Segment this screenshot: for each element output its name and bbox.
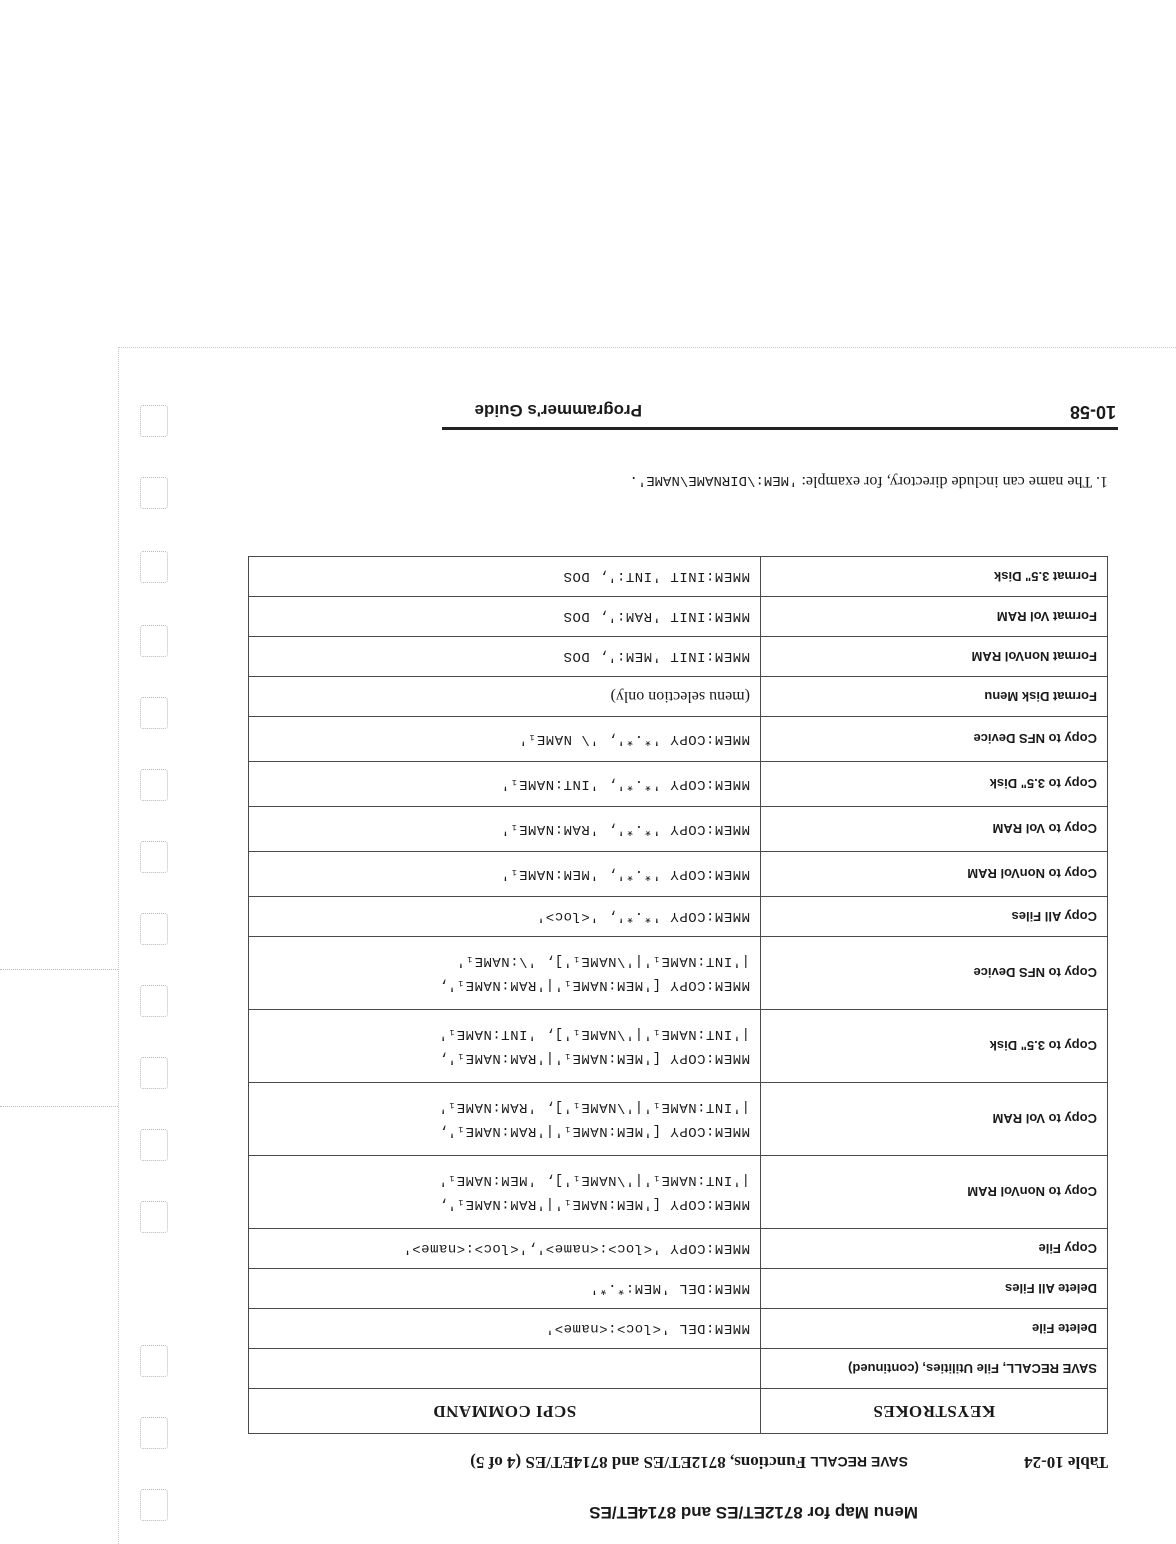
footnote — [629, 472, 1108, 490]
binder-hole — [140, 551, 168, 583]
command-cell: MMEM:COPY '<loc>:<name>','<loc>:<name>' — [249, 1229, 761, 1269]
binder-hole — [140, 625, 168, 657]
footer-rule — [442, 427, 1118, 430]
binder-hole — [140, 1201, 168, 1233]
command-line: MMEM:COPY ['MEM:NAME₁'|'RAM:NAME₁', — [438, 1196, 750, 1212]
table-row — [249, 1309, 1108, 1349]
keystroke-cell: Format Disk Menu — [761, 677, 1108, 717]
binder-hole — [140, 477, 168, 509]
table-row — [249, 677, 1108, 717]
table-header-row — [249, 1389, 1108, 1434]
keystroke-cell: Format 3.5" Disk — [761, 557, 1108, 597]
command-cell: MMEM:COPY '*.*', 'INT:NAME₁' — [249, 762, 761, 807]
table-row — [249, 937, 1108, 1010]
scan-artifact-line — [0, 1106, 118, 1107]
binder-hole — [140, 985, 168, 1017]
command-cell: MMEM:COPY '*.*', 'MEM:NAME₁' — [249, 852, 761, 897]
table-row — [249, 1010, 1108, 1083]
table-caption — [228, 1448, 1118, 1472]
table-row — [249, 1156, 1108, 1229]
page-number: 10-58 — [1069, 402, 1116, 422]
command-cell: MMEM:INIT 'MEM:', DOS — [249, 637, 761, 677]
keystroke-cell: Copy to 3.5" Disk — [761, 1010, 1108, 1083]
table-row — [249, 762, 1108, 807]
table-title — [470, 1452, 908, 1472]
binder-hole — [140, 1129, 168, 1161]
command-line: MMEM:COPY ['MEM:NAME₁'|'RAM:NAME₁', — [438, 1050, 750, 1066]
book-title: Programmer's Guide — [474, 401, 642, 420]
keystroke-cell: Format Vol RAM — [761, 597, 1108, 637]
keystroke-cell: Copy All Files — [761, 897, 1108, 937]
footnote-text: 1. The name can include directory, for example: — [801, 473, 1108, 490]
binder-hole — [140, 1345, 168, 1377]
keystroke-cell: Copy to Vol RAM — [761, 1083, 1108, 1156]
table-title-sans: SAVE RECALL — [810, 1454, 908, 1470]
table-row — [249, 807, 1108, 852]
section-label: SAVE RECALL, File Utilities, (continued) — [761, 1349, 1108, 1389]
command-cell — [249, 1010, 761, 1083]
keystroke-cell: Delete File — [761, 1309, 1108, 1349]
binder-hole — [140, 405, 168, 437]
table-row — [249, 897, 1108, 937]
keystroke-cell: Format NonVol RAM — [761, 637, 1108, 677]
command-line: |'INT:NAME₁'|'\NAME₁'], '\:NAME₁' — [456, 953, 750, 969]
command-cell: MMEM:COPY '*.*', 'RAM:NAME₁' — [249, 807, 761, 852]
table-row — [249, 1229, 1108, 1269]
command-line: MMEM:COPY ['MEM:NAME₁'|'RAM:NAME₁', — [438, 1123, 750, 1139]
binder-hole — [140, 1489, 168, 1521]
command-cell — [249, 937, 761, 1010]
table-row — [249, 1083, 1108, 1156]
col-header-keystrokes: KEYSTROKES — [761, 1389, 1108, 1434]
command-line: |'INT:NAME₁'|'\NAME₁'], 'INT:NAME₁' — [438, 1026, 750, 1042]
binder-hole — [140, 1057, 168, 1089]
table-row — [249, 1269, 1108, 1309]
table-row — [249, 597, 1108, 637]
scanned-page-upside-down — [228, 370, 1118, 1530]
command-cell: MMEM:COPY '*.*', '\ NAME₁' — [249, 717, 761, 762]
keystroke-cell: Copy to NonVol RAM — [761, 1156, 1108, 1229]
table-row — [249, 852, 1108, 897]
table-title-rest: Functions, 8712ET/ES and 8714ET/ES (4 of 5) — [470, 1453, 806, 1472]
command-cell: MMEM:COPY '*.*', '<loc>' — [249, 897, 761, 937]
command-line: MMEM:COPY ['MEM:NAME₁'|'RAM:NAME₁', — [438, 977, 750, 993]
scan-artifact-line — [0, 969, 118, 970]
keystroke-cell: Copy to NonVol RAM — [761, 852, 1108, 897]
table-number: Table 10-24 — [1024, 1453, 1108, 1472]
keystroke-cell: Copy to Vol RAM — [761, 807, 1108, 852]
binder-hole — [140, 841, 168, 873]
command-cell — [249, 1156, 761, 1229]
keystroke-cell: Copy File — [761, 1229, 1108, 1269]
empty-cell — [249, 1349, 761, 1389]
binder-hole — [140, 1417, 168, 1449]
table-row — [249, 557, 1108, 597]
keystroke-cell: Copy to NFS Device — [761, 937, 1108, 1010]
running-header-title: Menu Map for 8712ET/ES and 8714ET/ES — [589, 1503, 918, 1522]
keystroke-cell: Copy to 3.5" Disk — [761, 762, 1108, 807]
scan-page-edge-top — [118, 347, 1176, 348]
command-line: |'INT:NAME₁'|'\NAME₁'], 'RAM:NAME₁' — [438, 1099, 750, 1115]
table-row — [249, 717, 1108, 762]
command-cell: MMEM:DEL '<loc>:<name>' — [249, 1309, 761, 1349]
table-row — [249, 637, 1108, 677]
menu-map-table — [248, 556, 1108, 1434]
running-header — [228, 1502, 1118, 1522]
keystroke-cell: Delete All Files — [761, 1269, 1108, 1309]
binder-hole — [140, 697, 168, 729]
command-cell: MMEM:INIT 'RAM:', DOS — [249, 597, 761, 637]
footnote-example: 'MEM:\DIRNAME\NAME'. — [629, 472, 798, 488]
scan-page-edge-left — [118, 347, 119, 1544]
command-cell: MMEM:INIT 'INT:', DOS — [249, 557, 761, 597]
binder-hole — [140, 913, 168, 945]
binder-hole — [140, 769, 168, 801]
col-header-scpi-command: SCPI COMMAND — [249, 1389, 761, 1434]
command-cell — [249, 1083, 761, 1156]
command-cell: MMEM:DEL 'MEM:*.*' — [249, 1269, 761, 1309]
section-row — [249, 1349, 1108, 1389]
command-line: |'INT:NAME₁'|'\NAME₁'], 'MEM:NAME₁' — [438, 1172, 750, 1188]
keystroke-cell: Copy to NFS Device — [761, 717, 1108, 762]
command-cell: (menu selection only) — [249, 677, 761, 717]
